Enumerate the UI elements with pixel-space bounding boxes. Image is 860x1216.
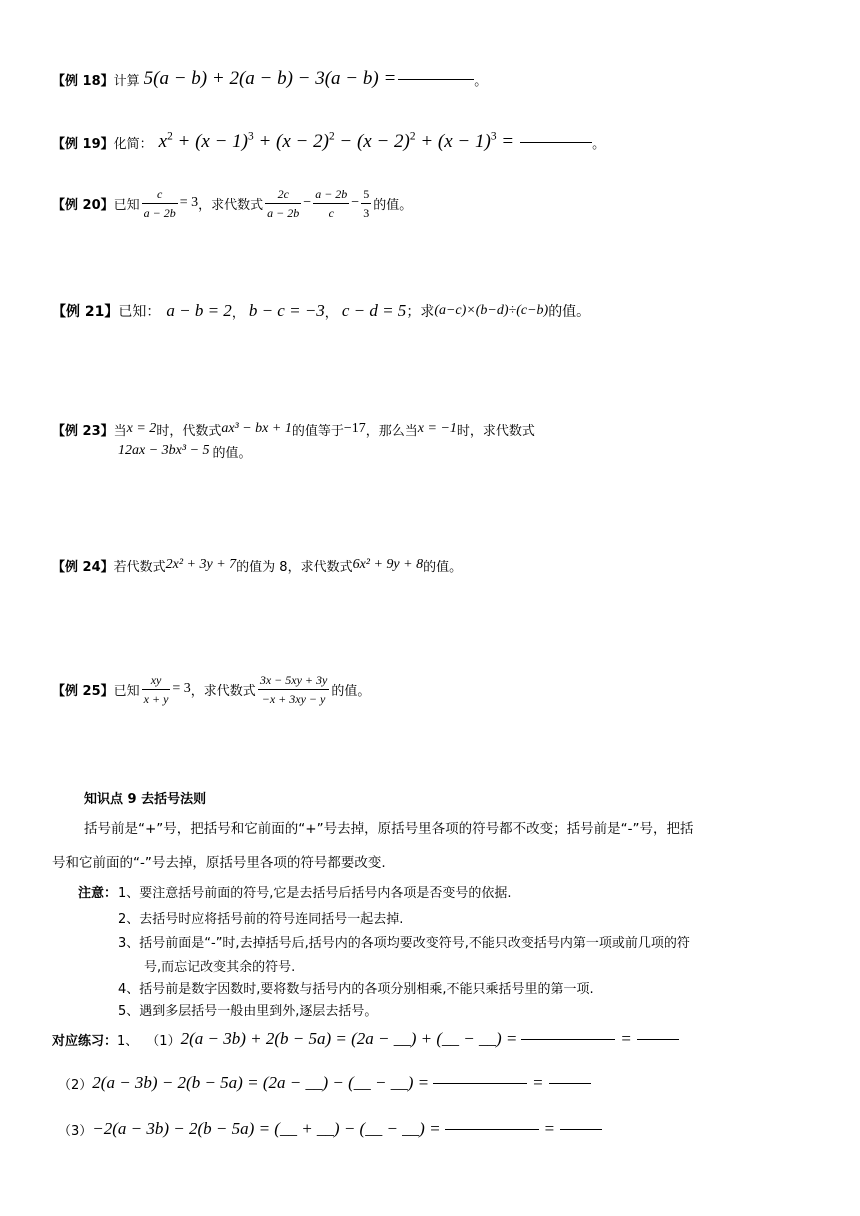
fraction: $\frac{xy}{x + y}$ (143, 672, 169, 706)
fraction: $\frac{2c}{a - 2b}$ (267, 186, 300, 220)
instruction-text: 的值。 (331, 683, 371, 699)
instruction-text: ，求代数式 (190, 683, 256, 699)
math-expression: 5(a − b) + 2(a − b) − 3(a − b) = (143, 68, 397, 89)
answer-blank (521, 1038, 615, 1040)
minus-sign: − (351, 195, 360, 210)
rule-paragraph-line-2: 号和它前面的“-”号去掉，原括号里各项的符号都要改变. (52, 855, 386, 871)
instruction-text: 的值。 (423, 559, 463, 575)
condition-3: c − d = 5 (341, 301, 407, 320)
instruction-text: 的值为 8，求代数式 (236, 559, 353, 575)
practice-number: 1、 (117, 1033, 139, 1049)
example-label: 【例 24】 (52, 559, 114, 575)
example-label: 【例 18】 (52, 73, 114, 89)
example-21 (52, 296, 590, 326)
example-18 (52, 64, 487, 94)
instruction-text: 若代数式 (113, 559, 166, 575)
practice-2 (58, 1070, 591, 1096)
math-expression: 2(a − 3b) − 2(b − 5a) = (2a − __) − (__ − __) = (92, 1073, 430, 1092)
minus-sign: − (303, 195, 312, 210)
example-20 (52, 182, 412, 224)
answer-blank (433, 1082, 527, 1084)
example-25 (52, 668, 370, 710)
instruction-text: 的值。 (373, 197, 413, 213)
period: 。 (592, 136, 606, 152)
item-index: （1） (146, 1033, 181, 1049)
equals-sign: = (544, 1119, 555, 1138)
note-item-3-cont: 号,而忘记改变其余的符号. (144, 960, 296, 975)
instruction-text: ，求代数式 (198, 197, 264, 213)
math-expression: $x^2 + (x - 1)^3 + (x - 2)^2 - (x - 2)^2 + (x - 1)^3$ = (158, 130, 515, 152)
math-expression: 12ax − 3bx³ − 5 (118, 443, 210, 458)
instruction-text: 时，代数式 (156, 423, 222, 439)
fraction: $\frac{a - 2b}{c}$ (315, 186, 348, 220)
math-expression: 6x² + 9y + 8 (352, 557, 424, 572)
answer-blank (398, 78, 474, 80)
separator: ， (231, 305, 245, 321)
example-label: 【例 25】 (52, 683, 114, 699)
fraction: $\frac{5}{3}$ (363, 186, 370, 220)
answer-blank (637, 1038, 679, 1040)
math-expression: 2(a − 3b) + 2(b − 5a) = (2a − __) + (__ − __) = (180, 1029, 518, 1048)
math-value: −17 (343, 421, 366, 436)
math-expression: 2x² + 3y + 7 (165, 557, 237, 572)
example-label: 【例 21】 (52, 304, 119, 320)
section-title: 知识点 9 去括号法则 (84, 792, 207, 807)
equals-sign: = (621, 1029, 631, 1048)
practice-3 (58, 1116, 602, 1142)
math-expression: (a−c)×(b−d)÷(c−b) (434, 303, 549, 318)
period: 。 (474, 73, 488, 89)
example-label: 【例 19】 (52, 136, 114, 152)
math-expression: x = 2 (126, 421, 157, 436)
math-expression: ax³ − bx + 1 (221, 421, 292, 436)
item-index: （2） (58, 1077, 93, 1093)
equals-sign: = (533, 1073, 543, 1092)
answer-blank (520, 141, 592, 143)
item-index: （3） (58, 1123, 93, 1139)
fraction: $\frac{c}{a - 2b}$ (143, 186, 176, 220)
example-23-line-1 (52, 418, 535, 440)
example-19 (52, 124, 605, 160)
math-expression: x = −1 (417, 421, 457, 436)
practice-1 (52, 1026, 679, 1052)
separator: ， (324, 305, 338, 321)
answer-blank (560, 1128, 602, 1130)
note-item-2: 2、去括号时应将括号前的符号连同括号一起去掉. (118, 912, 404, 927)
example-label: 【例 20】 (52, 197, 114, 213)
note-item-5: 5、遇到多层括号一般由里到外,逐层去括号。 (118, 1004, 378, 1019)
instruction-text: 已知 (113, 683, 140, 699)
practice-label: 对应练习： (52, 1033, 118, 1049)
note-item-3: 3、括号前面是“-”时,去掉括号后,括号内的各项均要改变符号,不能只改变括号内第一项或前几项的符 (118, 936, 690, 951)
rule-paragraph-line-1: 括号前是“+”号，把括号和它前面的“+”号去掉，原括号里各项的符号都不改变；括号前是“-”号，把括 (84, 821, 694, 837)
answer-blank (549, 1082, 591, 1084)
example-24 (52, 554, 462, 576)
instruction-text: ，那么当 (365, 423, 418, 439)
note-item-4: 4、括号前是数字因数时,要将数与括号内的各项分别相乘,不能只乘括号里的第一项. (118, 982, 594, 997)
fraction: $\frac{3x - 5xy + 3y}{-x + 3xy - y}$ (259, 672, 328, 706)
instruction-text: 当 (113, 423, 127, 439)
instruction-text: 的值。 (548, 304, 591, 320)
equals-value: = 3 (179, 195, 199, 210)
example-label: 【例 23】 (52, 423, 114, 439)
instruction-text: 化简： (113, 136, 153, 152)
instruction-text: 的值。 (212, 445, 252, 461)
equals-value: = 3 (172, 681, 191, 696)
example-23-line-2 (118, 440, 252, 462)
instruction-text: 已知 (113, 197, 140, 213)
instruction-text: 的值等于 (291, 423, 344, 439)
instruction-text: ；求 (406, 304, 435, 320)
math-expression: −2(a − 3b) − 2(b − 5a) = (__ + __) − (__ − __) = (92, 1119, 441, 1138)
note-label: 注意： (78, 886, 118, 901)
instruction-text: 计算 (113, 73, 140, 89)
answer-blank (445, 1128, 539, 1130)
instruction-text: 已知： (118, 304, 161, 320)
condition-2: b − c = −3 (248, 301, 325, 320)
condition-1: a − b = 2 (166, 301, 232, 320)
note-item-1: 1、要注意括号前面的符号,它是去括号后括号内各项是否变号的依据. (118, 886, 512, 901)
instruction-text: 时，求代数式 (456, 423, 535, 439)
